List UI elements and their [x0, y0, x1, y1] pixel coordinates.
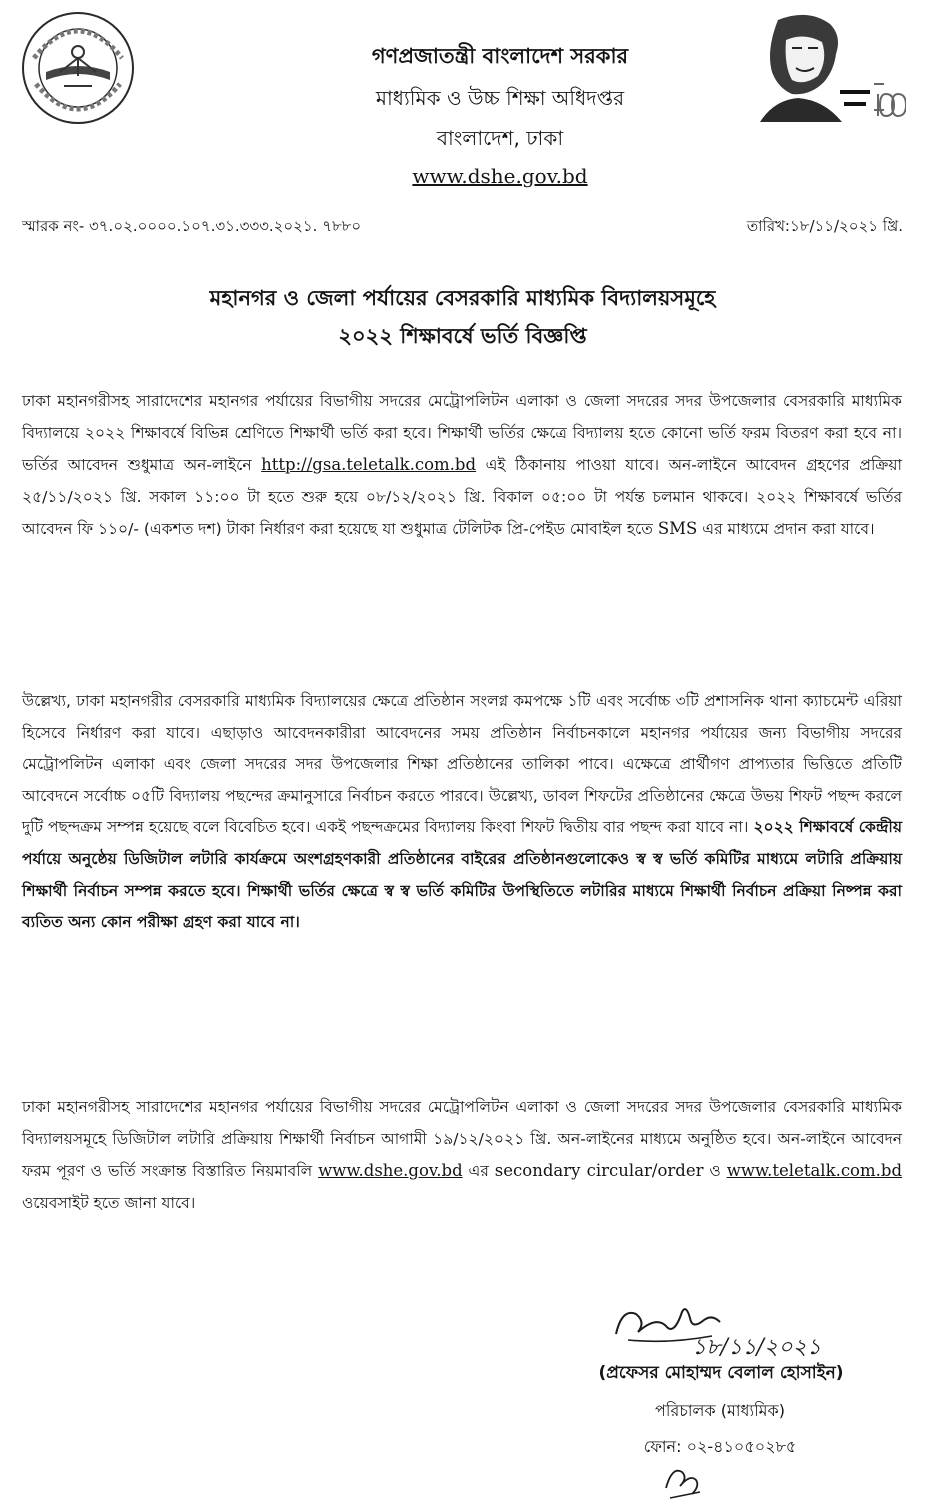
city-line: বাংলাদেশ, ঢাকা: [436, 126, 564, 150]
paragraph-3-text-a: ঢাকা মহানগরীসহ সারাদেশের মহানগর পর্যায়ের বিভাগীয় সদরের মেট্রোপলিটন এলাকা ও জেলা সদরের সদর উপজেলার বেসরকারি মাধ্যমিক বিদ্যালয়সমূহে ডিজিটাল লটারি প্রক্রিয়ায় শিক্ষার্থী নির্বাচন আগামী ১৯/১২/২০২১ খ্রি. অন-লাইনের মাধ্যমে অনুষ্ঠিত হবে। অন-লাইনে আবেদন ফরম পূরণ ও ভর্তি সংক্রান্ত বিস্তারিত নিয়মাবলি: [22, 1098, 902, 1181]
paragraph-2-text: উল্লেখ্য, ঢাকা মহানগরীর বেসরকারি মাধ্যমিক বিদ্যালয়ের ক্ষেত্রে প্রতিষ্ঠান সংলগ্ন কমপক্ষে ১টি এবং সর্বোচ্চ ৩টি প্রশাসনিক থানা ক্যাচমেন্ট এরিয়া হিসেবে নির্ধারণ করা যাবে। এছাড়াও আবেদনকারীরা আবেদনের সময় প্রতিষ্ঠান নির্বাচনকালে মহানগর পর্যায়ের জন্য বিভাগীয় সদরের মেট্রোপলিটন এলাকা এবং জেলা সদরের সদর উপজেলার শিক্ষা প্রতিষ্ঠানের তালিকা পাবে। এক্ষেত্রে প্রার্থীগণ প্রাপ্যতার ভিত্তিতে প্রতিটি আবেদনে সর্বোচ্চ ০৫টি বিদ্যালয় পছন্দের ক্রমানুসারে নির্বাচন করতে পারবে। উল্লেখ্য, ডাবল শিফটের প্রতিষ্ঠানের ক্ষেত্রে উভয় শিফট পছন্দ করলে দুটি পছন্দক্রম সম্পন্ন হয়েছে বলে বিবেচিত হবে। একই পছন্দক্রমের বিদ্যালয় কিংবা শিফট দ্বিতীয় বার পছন্দ করা যাবে না।: [22, 692, 902, 837]
paragraph-3-text-d: ওয়েবসাইট হতে জানা যাবে।: [22, 1193, 196, 1212]
signatory-phone: ফোন: ০২-৪১০৫০২৮৫: [643, 1437, 797, 1456]
paragraph-catchment-selection: [22, 686, 902, 939]
signatory-name: (প্রফেসর মোহাম্মদ বেলাল হোসাইন): [598, 1363, 844, 1383]
header-website-link[interactable]: www.dshe.gov.bd: [412, 164, 588, 188]
issue-date: তারিখ:১৮/১১/২০২১ খ্রি.: [746, 217, 903, 235]
application-url-link[interactable]: http://gsa.teletalk.com.bd: [261, 455, 477, 475]
handwritten-date: [686, 1324, 886, 1364]
signatory-designation: পরিচালক (মাধ্যমিক): [655, 1401, 785, 1420]
notice-title-line-2: ২০২২ শিক্ষাবর্ষে ভর্তি বিজ্ঞপ্তি: [338, 324, 587, 348]
handwritten-initial-icon: [660, 1458, 706, 1500]
memo-number: স্মারক নং- ৩৭.০২.০০০০.১০৭.৩১.৩৩৩.২০২১. ৭৮৮০: [22, 217, 362, 235]
paragraph-1-text-b: এই ঠিকানায় পাওয়া যাবে। অন-লাইনে আবেদন গ্রহণের প্রক্রিয়া ২৫/১১/২০২১ খ্রি. সকাল ১১:০০ টা হতে শুরু হয়ে ০৮/১২/২০২১ খ্রি. বিকাল ০৫:০০ টা পর্যন্ত চলমান থাকবে। ২০২২ শিক্ষাবর্ষে ভর্তির আবেদন ফি ১১০/- (একশত দশ) টাকা নির্ধারণ করা হয়েছে যা শুধুমাত্র টেলিটক প্রি-পেইড মোবাইল হতে: [22, 456, 902, 539]
teletalk-website-link[interactable]: www.teletalk.com.bd: [726, 1161, 903, 1181]
mujib-100-logo-icon: [738, 10, 906, 122]
paragraph-1-text-c: এর মাধ্যমে প্রদান করা যাবে।: [697, 520, 875, 539]
paragraph-1-text-a: ঢাকা মহানগরীসহ সারাদেশের মহানগর পর্যায়ের বিভাগীয় সদরের মেট্রোপলিটন এলাকা ও জেলা সদরের সদর উপজেলার বেসরকারি মাধ্যমিক বিদ্যালয়ে ২০২২ শিক্ষাবর্ষে বিভিন্ন শ্রেণিতে শিক্ষার্থী ভর্তি করা হবে। শিক্ষার্থী ভর্তির ক্ষেত্রে বিদ্যালয় হতে কোনো ভর্তি ফরম বিতরণ করা হবে না। ভর্তির আবেদন শুধুমাত্র অন-লাইনে: [22, 392, 902, 475]
paragraph-3-text-b: এর: [462, 1162, 495, 1181]
directorate-name: মাধ্যমিক ও উচ্চ শিক্ষা অধিদপ্তর: [375, 86, 625, 110]
sms-term: SMS: [657, 519, 698, 539]
government-seal-icon: [20, 10, 136, 126]
government-name: গণপ্রজাতন্ত্রী বাংলাদেশ সরকার: [371, 44, 629, 68]
secondary-circular-term: secondary circular/order: [494, 1161, 704, 1181]
paragraph-lottery-date: [22, 1092, 902, 1219]
handwritten-date-text: ১৮/১১/২০২১: [692, 1335, 822, 1360]
paragraph-3-text-c: ও: [703, 1162, 727, 1181]
dshe-website-link[interactable]: www.dshe.gov.bd: [318, 1161, 463, 1181]
paragraph-application-process: [22, 386, 902, 546]
notice-title-line-1: মহানগর ও জেলা পর্যায়ের বেসরকারি মাধ্যমিক বিদ্যালয়সমূহে: [209, 286, 716, 310]
paragraph-2-bold-lottery-text: ২০২২ শিক্ষাবর্ষে কেন্দ্রীয় পর্যায়ে অনুষ্ঠেয় ডিজিটাল লটারি কার্যক্রমে অংশগ্রহণকারী প্রতিষ্ঠানের বাইরের প্রতিষ্ঠানগুলোকেও স্ব স্ব ভর্তি কমিটির মাধ্যমে লটারি প্রক্রিয়ায় শিক্ষার্থী নির্বাচন সম্পন্ন করতে হবে। শিক্ষার্থী ভর্তির ক্ষেত্রে স্ব স্ব ভর্তি কমিটির উপস্থিতিতে লটারির মাধ্যমে শিক্ষার্থী নির্বাচন প্রক্রিয়া নিষ্পন্ন করা ব্যতিত অন্য কোন পরীক্ষা গ্রহণ করা যাবে না।: [22, 818, 902, 932]
